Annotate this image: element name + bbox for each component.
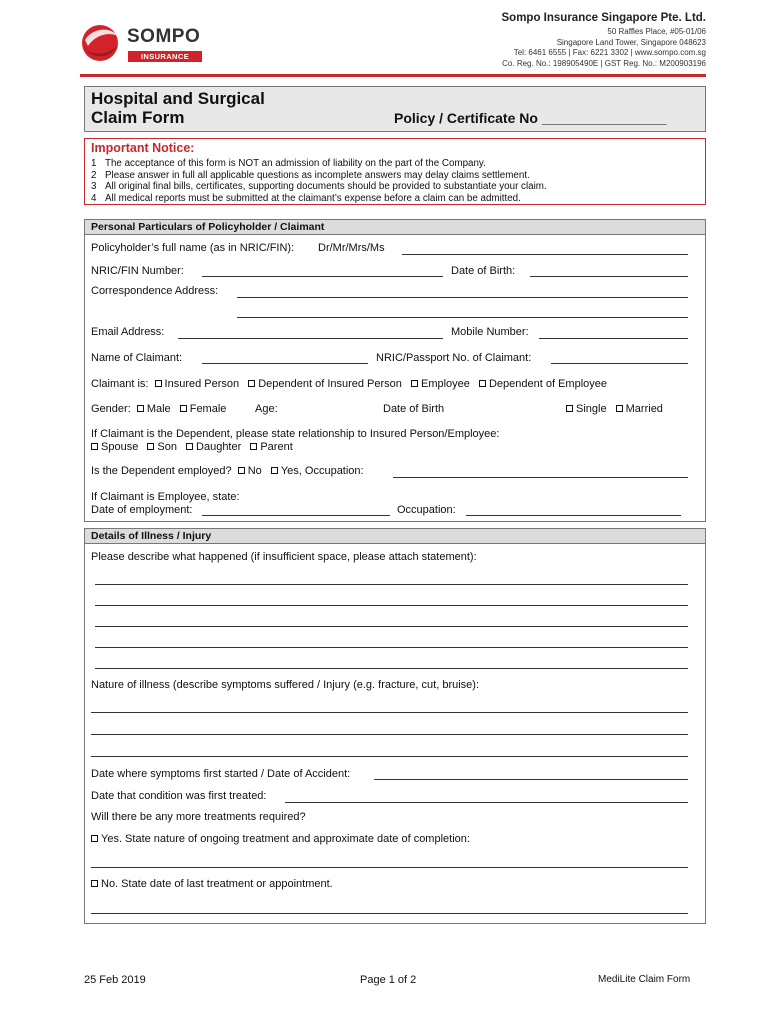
company-info bbox=[502, 12, 706, 69]
no-treatment-row: No. State date of last treatment or appointment. bbox=[91, 878, 333, 890]
personal-heading: Personal Particulars of Policyholder / Claimant bbox=[85, 220, 705, 235]
checkbox[interactable] bbox=[91, 443, 98, 450]
nature-line[interactable] bbox=[91, 734, 688, 735]
describe-line[interactable] bbox=[95, 626, 688, 627]
footer-page: Page 1 of 2 bbox=[360, 974, 417, 986]
notice-item: 4 All medical reports must be submitted at the claimant’s expense before a claim can be admitted. bbox=[91, 192, 521, 204]
checkbox[interactable] bbox=[479, 380, 486, 387]
checkbox[interactable] bbox=[91, 880, 98, 887]
age-label: Age: bbox=[255, 403, 278, 415]
occupation-label: Occupation: bbox=[397, 504, 456, 516]
checkbox[interactable] bbox=[271, 467, 278, 474]
gender-row: Gender: Male Female bbox=[91, 403, 227, 415]
sompo-logo-icon bbox=[80, 22, 124, 64]
policy-number-field[interactable]: Policy / Certificate No ________________ bbox=[394, 110, 667, 126]
yes-treatment-line[interactable] bbox=[91, 867, 688, 868]
checkbox[interactable] bbox=[147, 443, 154, 450]
describe-line[interactable] bbox=[95, 668, 688, 669]
marital-row: Single Married bbox=[566, 403, 663, 415]
mobile-label: Mobile Number: bbox=[451, 326, 529, 338]
footer-date: 25 Feb 2019 bbox=[84, 974, 146, 986]
email-label: Email Address: bbox=[91, 326, 165, 338]
dob-input[interactable] bbox=[530, 276, 688, 277]
title-options: Dr/Mr/Mrs/Ms bbox=[318, 242, 385, 254]
email-input[interactable] bbox=[178, 338, 443, 339]
claimant-nric-input[interactable] bbox=[551, 363, 688, 364]
illness-section bbox=[84, 528, 706, 924]
describe-line[interactable] bbox=[95, 647, 688, 648]
nature-label: Nature of illness (describe symptoms suffered / Injury (e.g. fracture, cut, bruise): bbox=[91, 679, 480, 691]
date-symptoms-input[interactable] bbox=[374, 779, 688, 780]
claimant-name-input[interactable] bbox=[202, 363, 368, 364]
checkbox[interactable] bbox=[91, 835, 98, 842]
occupation-input[interactable] bbox=[466, 515, 681, 516]
title-line1: Hospital and Surgical bbox=[91, 89, 265, 108]
footer-form-name: MediLite Claim Form bbox=[598, 974, 691, 985]
nric-input[interactable] bbox=[202, 276, 443, 277]
nric-label: NRIC/FIN Number: bbox=[91, 265, 184, 277]
checkbox[interactable] bbox=[180, 405, 187, 412]
mobile-input[interactable] bbox=[539, 338, 688, 339]
describe-line[interactable] bbox=[95, 584, 688, 585]
claimant-name-label: Name of Claimant: bbox=[91, 352, 183, 364]
checkbox[interactable] bbox=[186, 443, 193, 450]
notice-item: 1 The acceptance of this form is NOT an admission of liability on the part of the Company. bbox=[91, 158, 486, 169]
date-employment-label: Date of employment: bbox=[91, 504, 193, 516]
important-notice bbox=[84, 138, 706, 205]
dep-employed-row: Is the Dependent employed? No Yes, Occupation: bbox=[91, 465, 364, 477]
yes-treatment-row: Yes. State nature of ongoing treatment and approximate date of completion: bbox=[91, 833, 470, 845]
describe-line[interactable] bbox=[95, 605, 688, 606]
claimant-nric-label: NRIC/Passport No. of Claimant: bbox=[376, 352, 532, 364]
company-name: Sompo Insurance Singapore Pte. Ltd. bbox=[501, 12, 706, 24]
checkbox[interactable] bbox=[137, 405, 144, 412]
company-address2: Singapore Land Tower, Singapore 048623 bbox=[556, 37, 706, 47]
dob2-label: Date of Birth bbox=[383, 403, 445, 415]
checkbox[interactable] bbox=[155, 380, 162, 387]
checkbox[interactable] bbox=[616, 405, 623, 412]
company-contact: Tel: 6461 6555 | Fax: 6221 3302 | www.sompo.com.sg bbox=[513, 48, 706, 57]
address-input-2[interactable] bbox=[237, 317, 688, 318]
company-reg: Co. Reg. No.: 198905490E | GST Reg. No.: M200903196 bbox=[502, 58, 706, 68]
date-symptoms-label: Date where symptoms first started / Date of Accident: bbox=[91, 768, 351, 780]
if-employee-label: If Claimant is Employee, state: bbox=[91, 491, 240, 503]
form-title bbox=[91, 89, 311, 127]
date-treated-label: Date that condition was first treated: bbox=[91, 790, 267, 802]
more-treatments-label: Will there be any more treatments required? bbox=[91, 811, 306, 823]
checkbox[interactable] bbox=[411, 380, 418, 387]
full-name-label: Policyholder’s full name (as in NRIC/FIN): bbox=[91, 242, 295, 254]
nature-line[interactable] bbox=[91, 712, 688, 713]
company-address1: 50 Raffles Place, #05-01/06 bbox=[607, 27, 706, 36]
dep-occupation-input[interactable] bbox=[393, 477, 688, 478]
checkbox[interactable] bbox=[566, 405, 573, 412]
illness-heading: Details of Illness / Injury bbox=[85, 529, 705, 544]
dependent-question: If Claimant is the Dependent, please state relationship to Insured Person/Employee: bbox=[91, 428, 500, 440]
logo-name: SOMPO bbox=[127, 26, 201, 47]
notice-heading: Important Notice: bbox=[91, 141, 195, 155]
notice-item: 2 Please answer in full all applicable questions as incomplete answers may delay claims settlement. bbox=[91, 169, 530, 181]
header-divider bbox=[80, 74, 706, 77]
claimant-type-row: Claimant is: Insured Person Dependent of Insured Person Employee Dependent of Employee bbox=[91, 378, 607, 390]
date-treated-input[interactable] bbox=[285, 802, 688, 803]
notice-item: 3 All original final bills, certificates, supporting documents should be provided to substantiate your claim. bbox=[91, 181, 547, 193]
checkbox[interactable] bbox=[238, 467, 245, 474]
logo-tag: INSURANCE bbox=[128, 51, 202, 62]
checkbox[interactable] bbox=[248, 380, 255, 387]
date-employment-input[interactable] bbox=[202, 515, 390, 516]
title-line2: Claim Form bbox=[91, 108, 185, 127]
describe-label: Please describe what happened (if insufficient space, please attach statement): bbox=[91, 551, 477, 563]
full-name-input[interactable] bbox=[402, 254, 688, 255]
nature-line[interactable] bbox=[91, 756, 688, 757]
dob-label: Date of Birth: bbox=[451, 265, 516, 277]
address-label: Correspondence Address: bbox=[91, 285, 219, 297]
relationship-row: Spouse Son Daughter Parent bbox=[91, 441, 293, 453]
no-treatment-line[interactable] bbox=[91, 913, 688, 914]
checkbox[interactable] bbox=[250, 443, 257, 450]
address-input-1[interactable] bbox=[237, 297, 688, 298]
